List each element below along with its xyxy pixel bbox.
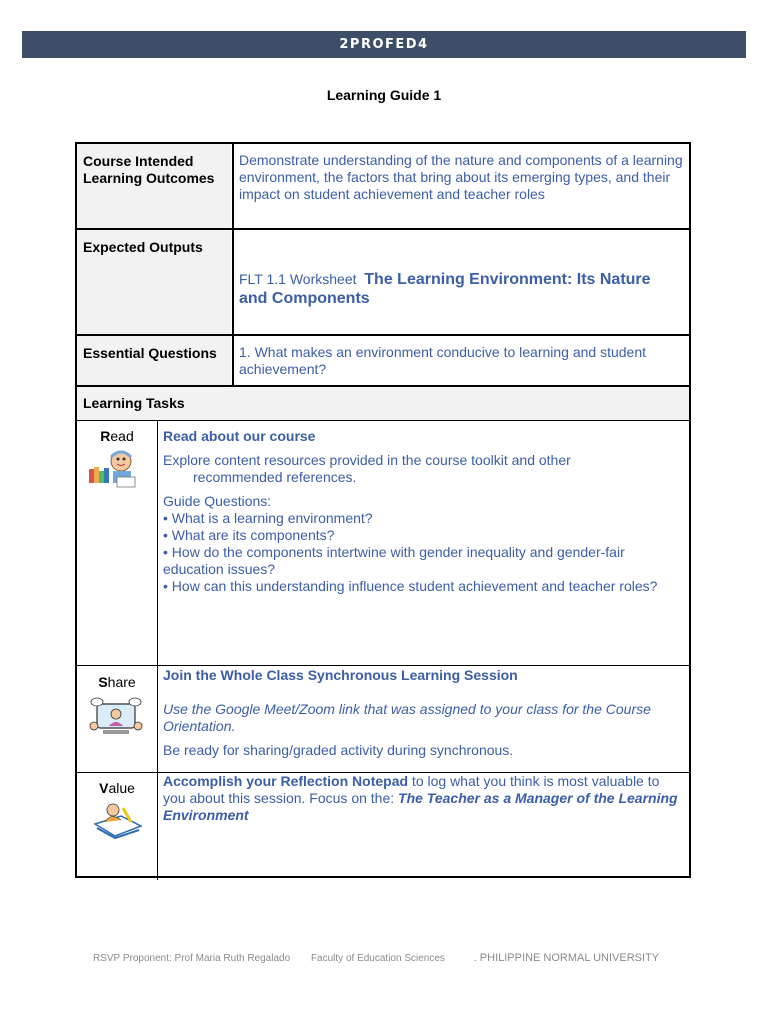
learning-guide-table: [75, 142, 691, 878]
guide-question: • What is a learning environment?: [163, 510, 373, 526]
value-label: [77, 780, 157, 796]
read-initial: R: [100, 428, 111, 444]
read-line1: Explore content resources provided in the course toolkit and other: [163, 452, 571, 468]
cilo-label: Course Intended Learning Outcomes: [77, 144, 231, 230]
document-title: Learning Guide 1: [326, 87, 442, 103]
guide-question: • How can this understanding influence student achievement and teacher roles?: [163, 578, 658, 594]
guide-question: • What are its components?: [163, 527, 335, 543]
read-label: [77, 428, 157, 444]
footer: [93, 952, 693, 964]
worksheet-title: The Learning Environment: Its Nature and Components: [239, 271, 651, 307]
value-rest: alue: [108, 780, 135, 796]
task-column-divider: [157, 421, 158, 880]
value-bold-lead: Accomplish your Reflection Notepad: [163, 773, 409, 789]
footer-proponent: RSVP Proponent: Prof Maria Ruth Regalado: [93, 953, 291, 964]
value-focus-topic: The Teacher as a Manager of the Learning Environment: [163, 790, 678, 823]
guide-questions-label: Guide Questions:: [163, 493, 272, 509]
reading-kid-icon: [87, 449, 141, 489]
row-divider: [77, 665, 689, 666]
read-rest: ead: [110, 428, 134, 444]
column-divider: [232, 144, 234, 387]
share-label: [77, 674, 157, 690]
course-code-banner: 2PROFED4: [22, 31, 746, 58]
share-text: Be ready for sharing/graded activity during synchronous.: [163, 742, 514, 758]
worksheet-code: FLT 1.1 Worksheet: [239, 271, 357, 287]
questions-text: 1. What makes an environment conducive to learning and student achievement?: [239, 344, 647, 377]
writing-notepad-icon: [91, 800, 145, 840]
online-meeting-icon: [89, 696, 143, 736]
outputs-label: Expected Outputs: [77, 230, 231, 334]
guide-question: • How do the components intertwine with gender inequality and gender-fair education issues?: [163, 544, 625, 577]
row-divider: [77, 420, 689, 421]
learning-tasks-header: Learning Tasks: [77, 387, 689, 420]
read-heading: Read about our course: [163, 428, 316, 444]
questions-label: Essential Questions: [77, 336, 231, 385]
value-initial: V: [99, 780, 109, 796]
footer-faculty: Faculty of Education Sciences: [310, 953, 445, 964]
read-content: [163, 428, 679, 595]
cilo-text: Demonstrate understanding of the nature and components of a learning environment, the factors that bring about its emerging types, and their impact on student achievement and teacher roles: [239, 152, 683, 202]
read-line2: recommended references.: [193, 469, 357, 485]
outputs-content: [237, 262, 689, 308]
share-initial: S: [98, 674, 108, 690]
share-italic-text: Use the Google Meet/Zoom link that was assigned to your class for the Course Orientation.: [163, 701, 651, 734]
value-middle: to log what you think is most valuable to you about this session. Focus on the:: [163, 773, 660, 806]
share-content: [163, 667, 679, 766]
footer-university: . PHILIPPINE NORMAL UNIVERSITY: [473, 952, 660, 964]
value-content: [163, 773, 679, 824]
share-heading: Join the Whole Class Synchronous Learning Session: [163, 667, 518, 683]
share-rest: hare: [107, 674, 136, 690]
